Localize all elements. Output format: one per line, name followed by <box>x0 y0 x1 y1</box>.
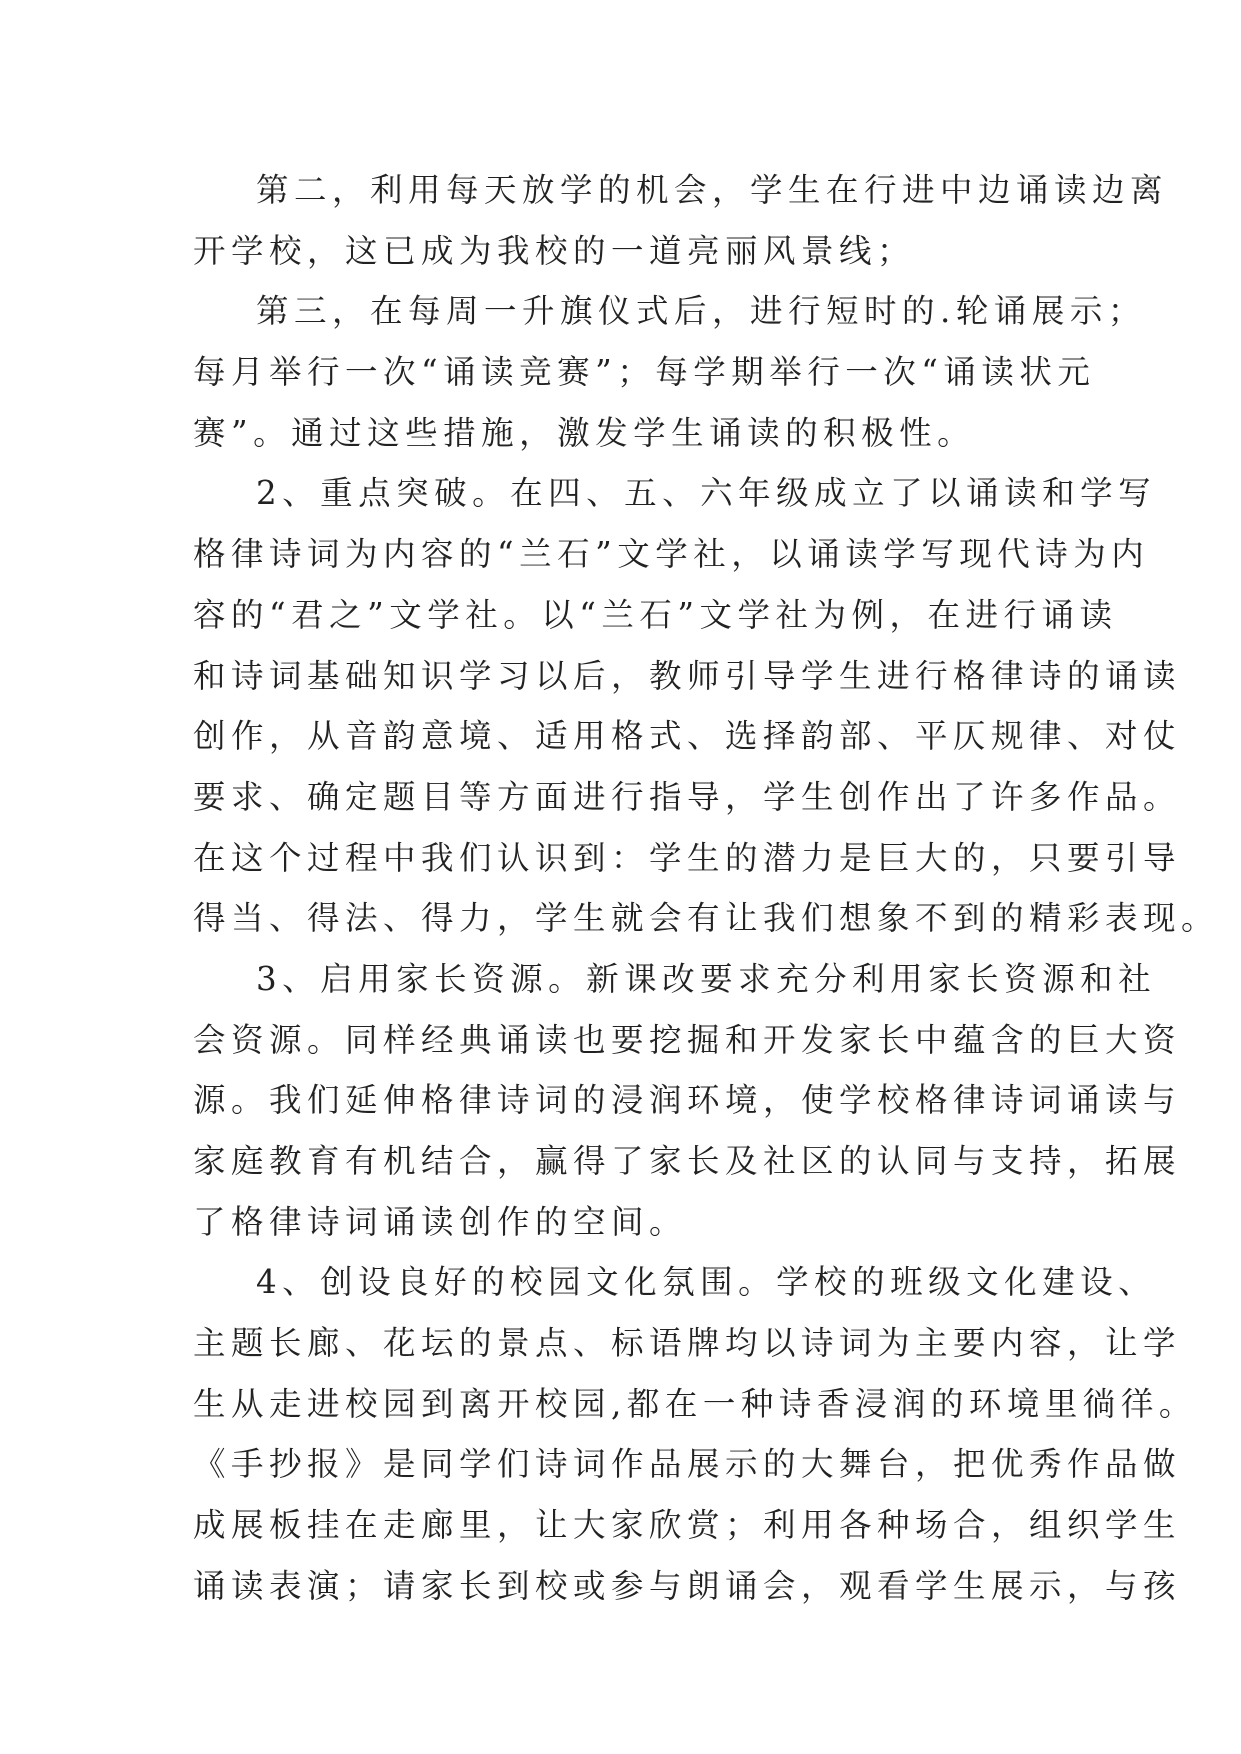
paragraph-line: 第二，利用每天放学的机会，学生在行进中边诵读边离 <box>256 171 1169 209</box>
paragraph-line: 第三，在每周一升旗仪式后，进行短时的.轮诵展示； <box>256 292 1146 331</box>
paragraph-line: 开学校，这已成为我校的一道亮丽风景线； <box>193 231 916 270</box>
paragraph-line: 了格律诗词诵读创作的空间。 <box>193 1202 688 1241</box>
paragraph-line: 成展板挂在走廊里，让大家欣赏；利用各种场合，组织学生 <box>193 1506 1182 1545</box>
paragraph-line: 家庭教育有机结合，赢得了家长及社区的认同与支持，拓展 <box>193 1142 1182 1180</box>
paragraph-line: 会资源。同样经典诵读也要挖掘和开发家长中蕴含的巨大资 <box>193 1020 1182 1059</box>
paragraph-line: 得当、得法、得力，学生就会有让我们想象不到的精彩表现。 <box>193 899 1220 938</box>
paragraph-line: 3、启用家长资源。新课改要求充分利用家长资源和社 <box>256 959 1157 998</box>
paragraph-line: 生从走进校园到离开校园,都在一种诗香浸润的环境里徜徉。 <box>193 1384 1197 1423</box>
paragraph-line: 《手抄报》是同学们诗词作品展示的大舞台，把优秀作品做 <box>193 1445 1182 1484</box>
paragraph-line: 每月举行一次“诵读竞赛”；每学期举行一次“诵读状元 <box>193 353 1096 392</box>
paragraph-line: 2、重点突破。在四、五、六年级成立了以诵读和学写 <box>256 474 1157 513</box>
paragraph-line: 主题长廊、花坛的景点、标语牌均以诗词为主要内容，让学 <box>193 1324 1182 1363</box>
paragraph-line: 创作，从音韵意境、适用格式、选择韵部、平仄规律、对仗 <box>193 717 1182 756</box>
body-text <box>193 160 1220 1617</box>
paragraph-line: 容的“君之”文学社。以“兰石”文学社为例，在进行诵读 <box>193 595 1118 634</box>
paragraph-line: 4、创设良好的校园文化氛围。学校的班级文化建设、 <box>256 1263 1157 1302</box>
paragraph-line: 源。我们延伸格律诗词的浸润环境，使学校格律诗词诵读与 <box>193 1081 1182 1120</box>
paragraph-line: 要求、确定题目等方面进行指导，学生创作出了许多作品。 <box>193 777 1182 816</box>
paragraph-line: 赛”。通过这些措施，激发学生诵读的积极性。 <box>193 413 976 452</box>
paragraph-line: 诵读表演；请家长到校或参与朗诵会，观看学生展示，与孩 <box>193 1566 1182 1605</box>
paragraph-line: 和诗词基础知识学习以后，教师引导学生进行格律诗的诵读 <box>193 656 1182 695</box>
paragraph-line: 在这个过程中我们认识到：学生的潜力是巨大的，只要引导 <box>193 838 1182 877</box>
paragraph-line: 格律诗词为内容的“兰石”文学社，以诵读学写现代诗为内 <box>193 535 1150 574</box>
